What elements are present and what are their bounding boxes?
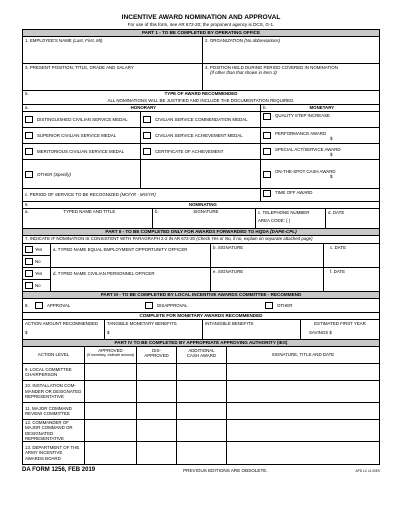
checkbox[interactable]	[25, 171, 33, 178]
disapproved-input[interactable]	[137, 403, 177, 419]
eeo-officer-name-field[interactable]: a. TYPED NAME EQUAL EMPLOYMENT OPPORTUNITY OFFICER	[51, 244, 211, 267]
form-subtitle: For use of this form, see AR 672-20; the proponent agency is DCS, G-1.	[127, 22, 275, 27]
form-page	[22, 14, 380, 473]
additional-cash-input[interactable]	[177, 403, 227, 419]
disapproved-input[interactable]	[137, 420, 177, 441]
part3-header: PART III - TO BE COMPLETED BY LOCAL INCENTIVE AWARDS COMMITTEE - RECOMMEND	[23, 292, 379, 299]
form-number: DA FORM 1256, FEB 2019	[22, 467, 96, 473]
form-title: INCENTIVE AWARD NOMINATION AND APPROVAL	[121, 14, 281, 21]
approval-row-9: 9. LOCAL COMMITTEE CHAIRPERSON	[23, 364, 379, 381]
approved-input[interactable]	[85, 442, 137, 464]
monetary-awards-header: COMPLETE FOR MONETARY AWARDS RECOMMENDED	[23, 313, 379, 320]
checkbox[interactable]	[263, 190, 271, 197]
checkbox[interactable]	[143, 132, 151, 139]
part1-header: PART 1 - TO BE COMPLETED BY OPERATING OFFICE	[23, 30, 379, 37]
eeo-no-option[interactable]: No	[23, 256, 50, 267]
additional-cash-input[interactable]	[177, 420, 227, 441]
type-of-award-title: TYPE OF AWARD RECOMMENDED	[164, 91, 238, 96]
form-body: PART 1 - TO BE COMPLETED BY OPERATING OFFICE 1. EMPLOYEE'S NAME (Last, First, MI) 2. ORGANIZATION (No abbreviations) 3. PRESENT POSITION, TITLE, GRADE AND SALARY 4. POSITION HELD DURING PERIOD COVERED IN NOMINATION (If other than that shown in Item 3) 5. TYPE OF AWARD RECOMMENDED ALL NOMINATIONS WILL BE JUSTIFIED AND INCLUDE THE DOCUMENTATION REQUIRED. a. HONORARY b. MONETARY DISTINGUISHED CIVILIAN SERVICE MEDAL SUPERIOR CIVILIAN SERVICE MEDAL MERITORIOUS CIVILIAN SERVICE MEDAL OTHER (Specify) CIVILIAN SERVICE COMMENDATION MEDAL CIVILIAN SERVICE ACHIEVEMENT MEDAL CERTIFICATE OF ACHIEVEMENT QUALITY STEP INCREASE PERFORMANCE AWARD $ SPECIAL ACT/SERVICE AWARD $ ON-THE-SPOT CASH AWARD $ c. PERIOD OF SERVICE TO BE RECOGNIZED (MO/YR - MO/YR) TIME OFF AWARD 6. NOMINATING a. TYPED NAME AND TITLE b. SIGNATURE c. TELEPHONE NUMBER AREA CODE: ( ) d. DATE PART II - TO BE COMPLETED ONLY FOR AWARDS FORWARDED TO HQDA (DAPE-CPL) 7. INDICATE IF NOMINATION IS CONSISTENT WITH PARAGRAPH 2-2 IN AR 672-20 (Check Yes or No, if no, explain on separate attached page) Yes No a. TYPED NAME EQUAL EMPLOYMENT OPPORTUNITY OFFICER b. SIGNATURE c. DATE Yes No d. TYPED NAME CIVILIAN PERSONNEL OFFICER e. SIGNATURE f. DATE PART III - TO BE COMPLETED BY LOCAL INCENTIVE AWARDS COMMITTEE - RECOMMEND 8. APPROVAL DISAPPROVAL OTHER COMPLETE FOR MONETARY AWARDS RECOMMENDED ACTION AMOUNT RECOMMENDED $ TANGIBLE MONETARY BENEFITS $ INTANGIBLE BENEFITS ESTIMATED FIRST YEAR SAVINGS $ PART IV TO BE COMPLETED BY APPROPRIATE APPROVING AUTHORITY (IES) ACTION LEVEL APPROVED (If monetary, indicate amount) DIS- APPROVED ADDITIONAL CASH AWARD SIGNATURE, TITLE AND DATE 9. LOCAL COMMITTEE CHAIRPERSON 10. INSTALLATION COM-MANDER OR DESIGNATED REPRESENTATIVE 11. MAJOR COMMAND REVIEW COMMITTEE 12. COMMANDER OF MAJOR COMMAND OR DESIGNATED REPRESENTATIVE 13. DEPARTMENT OF THE ARMY INCENTIVE AWARDS BOARD	[22, 29, 380, 465]
signature-input[interactable]	[227, 381, 379, 402]
signature-input[interactable]	[227, 420, 379, 441]
cpo-no-option[interactable]: No	[23, 280, 50, 291]
checkbox[interactable]	[145, 302, 153, 309]
additional-cash-input[interactable]	[177, 442, 227, 464]
approval-option[interactable]: APPROVAL	[35, 302, 145, 309]
type-of-award-note: ALL NOMINATIONS WILL BE JUSTIFIED AND INCLUDE THE DOCUMENTATION REQUIRED.	[107, 98, 295, 103]
honorary-heading: HONORARY	[130, 105, 157, 110]
approved-input[interactable]	[85, 403, 137, 419]
eeo-yes-option[interactable]: Yes	[23, 244, 50, 256]
quality-step-option[interactable]: QUALITY STEP INCREASE	[261, 112, 379, 128]
edition-note: PREVIOUS EDITIONS ARE OBSOLETE.	[183, 468, 268, 473]
approval-row-13: 13. DEPARTMENT OF THE ARMY INCENTIVE AWARDS BOARD	[23, 442, 379, 464]
approved-input[interactable]	[85, 364, 137, 380]
col-additional-cash: ADDITIONAL CASH AWARD	[177, 347, 227, 363]
nominator-signature-field[interactable]: b. SIGNATURE	[153, 209, 256, 228]
nominator-name-field[interactable]: a. TYPED NAME AND TITLE	[23, 209, 153, 228]
position-held-field[interactable]: 4. POSITION HELD DURING PERIOD COVERED IN NOMINATION (If other than that shown in Item 3)	[205, 65, 338, 76]
consistency-question: 7. INDICATE IF NOMINATION IS CONSISTENT WITH PARAGRAPH 2-2 IN AR 672-20 (Check Yes or No, if no, explain on separate attached page)	[25, 236, 313, 241]
on-the-spot-option[interactable]: ON-THE-SPOT CASH AWARD $	[261, 160, 379, 188]
checkbox[interactable]	[263, 148, 271, 155]
action-amount-field[interactable]: ACTION AMOUNT RECOMMENDED $	[23, 320, 105, 339]
achievement-medal-option[interactable]: CIVILIAN SERVICE ACHIEVEMENT MEDAL	[141, 128, 260, 144]
disapproved-input[interactable]	[137, 442, 177, 464]
apd-version: APD LC v1.00ES	[355, 469, 380, 473]
signature-input[interactable]	[227, 442, 379, 464]
signature-input[interactable]	[227, 364, 379, 380]
nominating-heading: NOMINATING	[188, 202, 217, 207]
other-award-option[interactable]: OTHER (Specify)	[23, 160, 140, 188]
cpo-yes-option[interactable]: Yes	[23, 268, 50, 280]
checkbox[interactable]	[263, 171, 271, 178]
eeo-date-field[interactable]: c. DATE	[330, 245, 347, 250]
signature-input[interactable]	[227, 403, 379, 419]
form-footer	[22, 467, 380, 473]
checkbox[interactable]	[35, 302, 43, 309]
cpo-signature-field[interactable]: e. SIGNATURE	[211, 268, 324, 291]
approved-input[interactable]	[85, 420, 137, 441]
other-recommend-option[interactable]: OTHER	[265, 302, 292, 309]
employee-name-field[interactable]: 1. EMPLOYEE'S NAME (Last, First, MI)	[23, 37, 203, 63]
nominator-telephone-field[interactable]: c. TELEPHONE NUMBER AREA CODE: ( )	[256, 209, 326, 228]
checkbox[interactable]	[25, 116, 33, 123]
approval-row-11: 11. MAJOR COMMAND REVIEW COMMITTEE	[23, 403, 379, 420]
distinguished-civilian-option[interactable]: DISTINGUISHED CIVILIAN SERVICE MEDAL	[23, 112, 140, 128]
col-approved: APPROVED (If monetary, indicate amount)	[85, 347, 137, 363]
additional-cash-input[interactable]	[177, 381, 227, 402]
col-action-level: ACTION LEVEL	[23, 347, 85, 363]
organization-field[interactable]: 2. ORGANIZATION (No abbreviations)	[205, 38, 281, 43]
disapproved-input[interactable]	[137, 364, 177, 380]
eeo-signature-field[interactable]: b. SIGNATURE	[211, 244, 324, 267]
certificate-of-achievement-option[interactable]: CERTIFICATE OF ACHIEVEMENT	[141, 144, 260, 160]
monetary-heading: MONETARY	[309, 105, 335, 110]
checkbox[interactable]	[25, 270, 33, 277]
cpo-date-field[interactable]: f. DATE	[330, 269, 346, 274]
checkbox[interactable]	[143, 116, 151, 123]
special-act-option[interactable]: SPECIAL ACT/SERVICE AWARD $	[261, 144, 379, 160]
commendation-medal-option[interactable]: CIVILIAN SERVICE COMMENDATION MEDAL	[141, 112, 260, 128]
checkbox[interactable]	[143, 148, 151, 155]
superior-civilian-option[interactable]: SUPERIOR CIVILIAN SERVICE MEDAL	[23, 128, 140, 144]
cpo-name-field[interactable]: d. TYPED NAME CIVILIAN PERSONNEL OFFICER	[51, 268, 211, 291]
col-signature: SIGNATURE, TITLE AND DATE	[271, 352, 335, 358]
additional-cash-input[interactable]	[177, 364, 227, 380]
col-disapproved: DIS- APPROVED	[137, 347, 177, 363]
checkbox[interactable]	[263, 132, 271, 139]
disapproved-input[interactable]	[137, 381, 177, 402]
intangible-benefits-field[interactable]: INTANGIBLE BENEFITS	[203, 320, 301, 339]
present-position-field[interactable]: 3. PRESENT POSITION, TITLE, GRADE AND SALARY	[23, 64, 203, 90]
meritorious-civilian-option[interactable]: MERITORIOUS CIVILIAN SERVICE MEDAL	[23, 144, 140, 160]
part4-header: PART IV TO BE COMPLETED BY APPROPRIATE APPROVING AUTHORITY (IES)	[23, 340, 379, 347]
checkbox[interactable]	[265, 302, 273, 309]
checkbox[interactable]	[25, 258, 33, 265]
nominator-date-field[interactable]: d. DATE	[328, 210, 345, 215]
checkbox[interactable]	[25, 132, 33, 139]
approved-input[interactable]	[85, 381, 137, 402]
approval-row-12: 12. COMMANDER OF MAJOR COMMAND OR DESIGNATED REPRESENTATIVE	[23, 420, 379, 442]
performance-award-option[interactable]: PERFORMANCE AWARD $	[261, 128, 379, 144]
checkbox[interactable]	[25, 282, 33, 289]
tangible-benefits-field[interactable]: TANGIBLE MONETARY BENEFITS $	[105, 320, 203, 339]
checkbox[interactable]	[263, 113, 271, 120]
checkbox[interactable]	[25, 246, 33, 253]
approval-row-10: 10. INSTALLATION COM-MANDER OR DESIGNATED REPRESENTATIVE	[23, 381, 379, 403]
estimated-savings-field[interactable]: ESTIMATED FIRST YEAR SAVINGS $	[309, 321, 366, 336]
part2-header: PART II - TO BE COMPLETED ONLY FOR AWARDS FORWARDED TO HQDA (DAPE-CPL)	[23, 229, 379, 236]
checkbox[interactable]	[25, 148, 33, 155]
time-off-award-option[interactable]: TIME OFF AWARD	[261, 189, 379, 201]
period-of-service-field[interactable]: c. PERIOD OF SERVICE TO BE RECOGNIZED (MO/YR - MO/YR)	[23, 189, 261, 201]
disapproval-option[interactable]: DISAPPROVAL	[145, 302, 265, 309]
